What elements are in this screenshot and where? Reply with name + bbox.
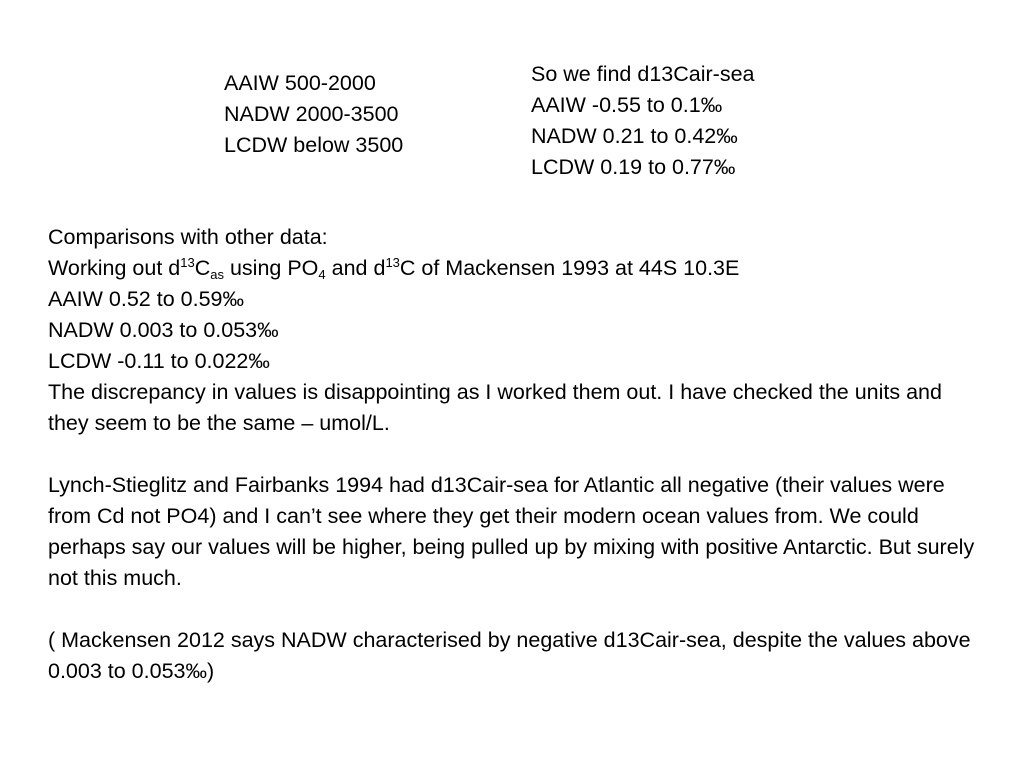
air-sea-heading: So we find d13Cair-sea bbox=[531, 62, 755, 86]
discrepancy-paragraph: The discrepancy in values is disappointing as I worked them out. I have checked the units and they seem to be the same – umol/L. bbox=[48, 380, 942, 435]
working-out-line: Working out $d^{13}C_{as}$ using $PO_4$ and $d^{13}C$ of Mackensen 1993 at 44S 10.3E bbox=[48, 255, 740, 282]
mackensen-2012-paragraph: ( Mackensen 2012 says NADW characterised by negative d13Cair-sea, despite the values above 0.003 to 0.053‰) bbox=[48, 628, 971, 683]
comparisons-block bbox=[48, 222, 983, 687]
depth-range-aaiw: AAIW 500-2000 bbox=[224, 71, 376, 95]
paragraph-gap bbox=[48, 439, 983, 470]
air-sea-lcdw: LCDW 0.19 to 0.77‰ bbox=[531, 155, 736, 179]
air-sea-aaiw: AAIW -0.55 to 0.1‰ bbox=[531, 93, 723, 117]
air-sea-nadw: NADW 0.21 to 0.42‰ bbox=[531, 124, 738, 148]
comparison-nadw: NADW 0.003 to 0.053‰ bbox=[48, 318, 279, 342]
depth-range-lcdw: LCDW below 3500 bbox=[224, 133, 404, 157]
depth-range-nadw: NADW 2000-3500 bbox=[224, 102, 399, 126]
lynch-stieglitz-paragraph: Lynch-Stieglitz and Fairbanks 1994 had d13Cair-sea for Atlantic all negative (their values were from Cd not PO4) and I can’t see where they get their modern ocean values from. We could perhaps say our values will be higher, being pulled up by mixing with positive Antarctic. But surely not this much. bbox=[48, 473, 975, 590]
air-sea-values-block bbox=[531, 59, 754, 183]
depth-ranges-block bbox=[224, 68, 403, 161]
comparison-aaiw: AAIW 0.52 to 0.59‰ bbox=[48, 287, 244, 311]
comparison-lcdw: LCDW -0.11 to 0.022‰ bbox=[48, 349, 270, 373]
paragraph-gap bbox=[48, 594, 983, 625]
comparisons-heading: Comparisons with other data: bbox=[48, 225, 328, 249]
